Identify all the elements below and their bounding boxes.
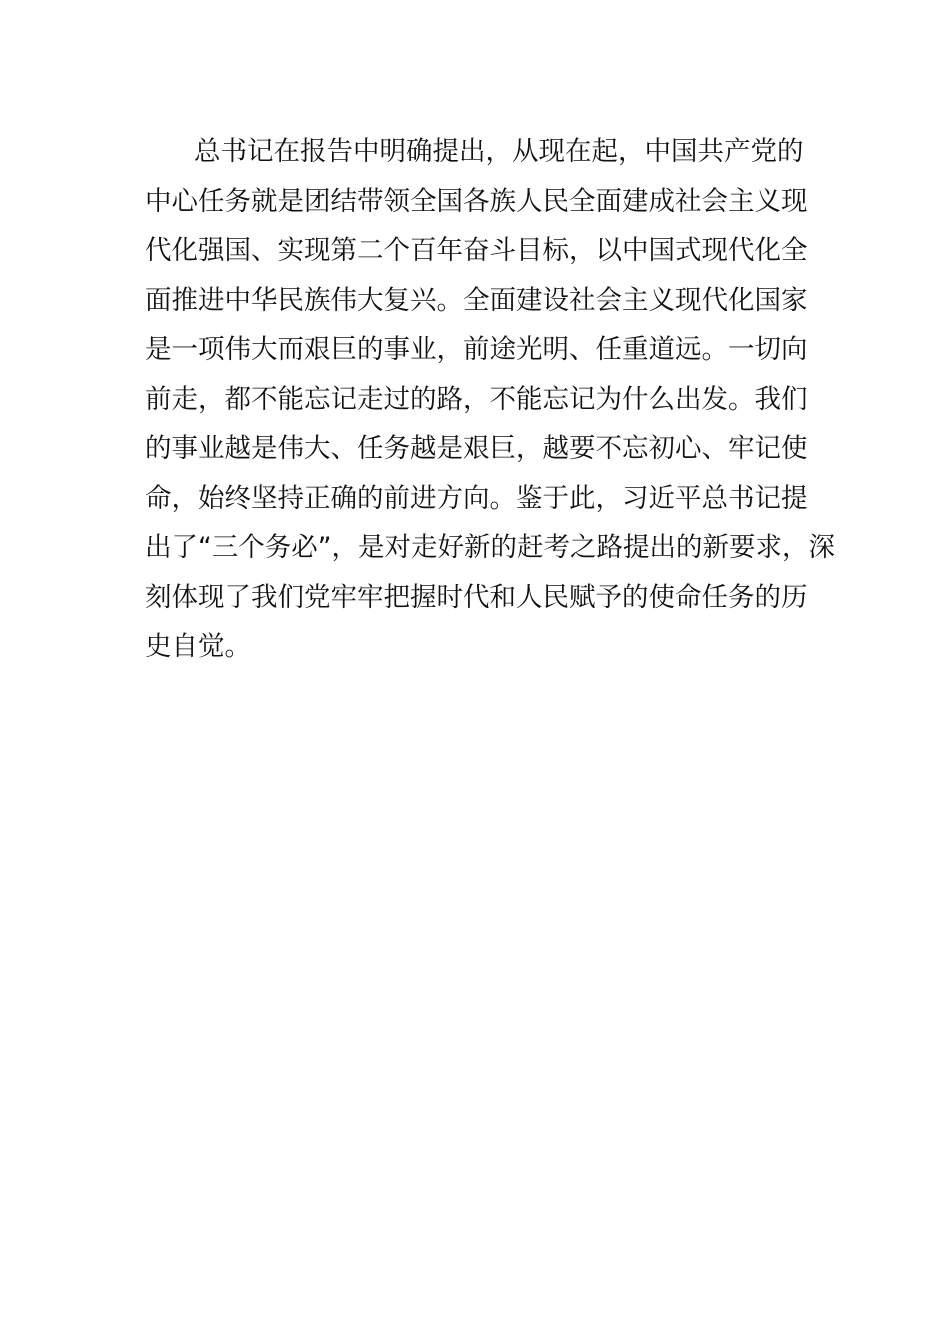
paragraph-line: 中心任务就是团结带领全国各族人民全面建成社会主义现 (145, 185, 808, 217)
paragraph (145, 127, 835, 672)
paragraph-line: 史自觉。 (145, 631, 251, 662)
paragraph-line: 代化强国、实现第二个百年奋斗目标，以中国式现代化全 (145, 235, 808, 266)
paragraph-line: 面推进中华民族伟大复兴。全面建设社会主义现代化国家 (145, 284, 808, 316)
paragraph-line: 前走，都不能忘记走过的路，不能忘记为什么出发。我们 (145, 383, 808, 415)
paragraph-line: 命，始终坚持正确的前进方向。鉴于此，习近平总书记提 (145, 482, 808, 514)
paragraph-line: 的事业越是伟大、任务越是艰巨，越要不忘初心、牢记使 (145, 433, 808, 464)
paragraph-line: 是一项伟大而艰巨的事业，前途光明、任重道远。一切向 (145, 334, 808, 365)
paragraph-line: 总书记在报告中明确提出，从现在起，中国共产党的 (194, 136, 804, 167)
paragraph-line: 刻体现了我们党牢牢把握时代和人民赋予的使命任务的历 (145, 581, 808, 613)
paragraph-line: 出了“三个务必”，是对走好新的赶考之路提出的新要求，深 (145, 532, 835, 563)
